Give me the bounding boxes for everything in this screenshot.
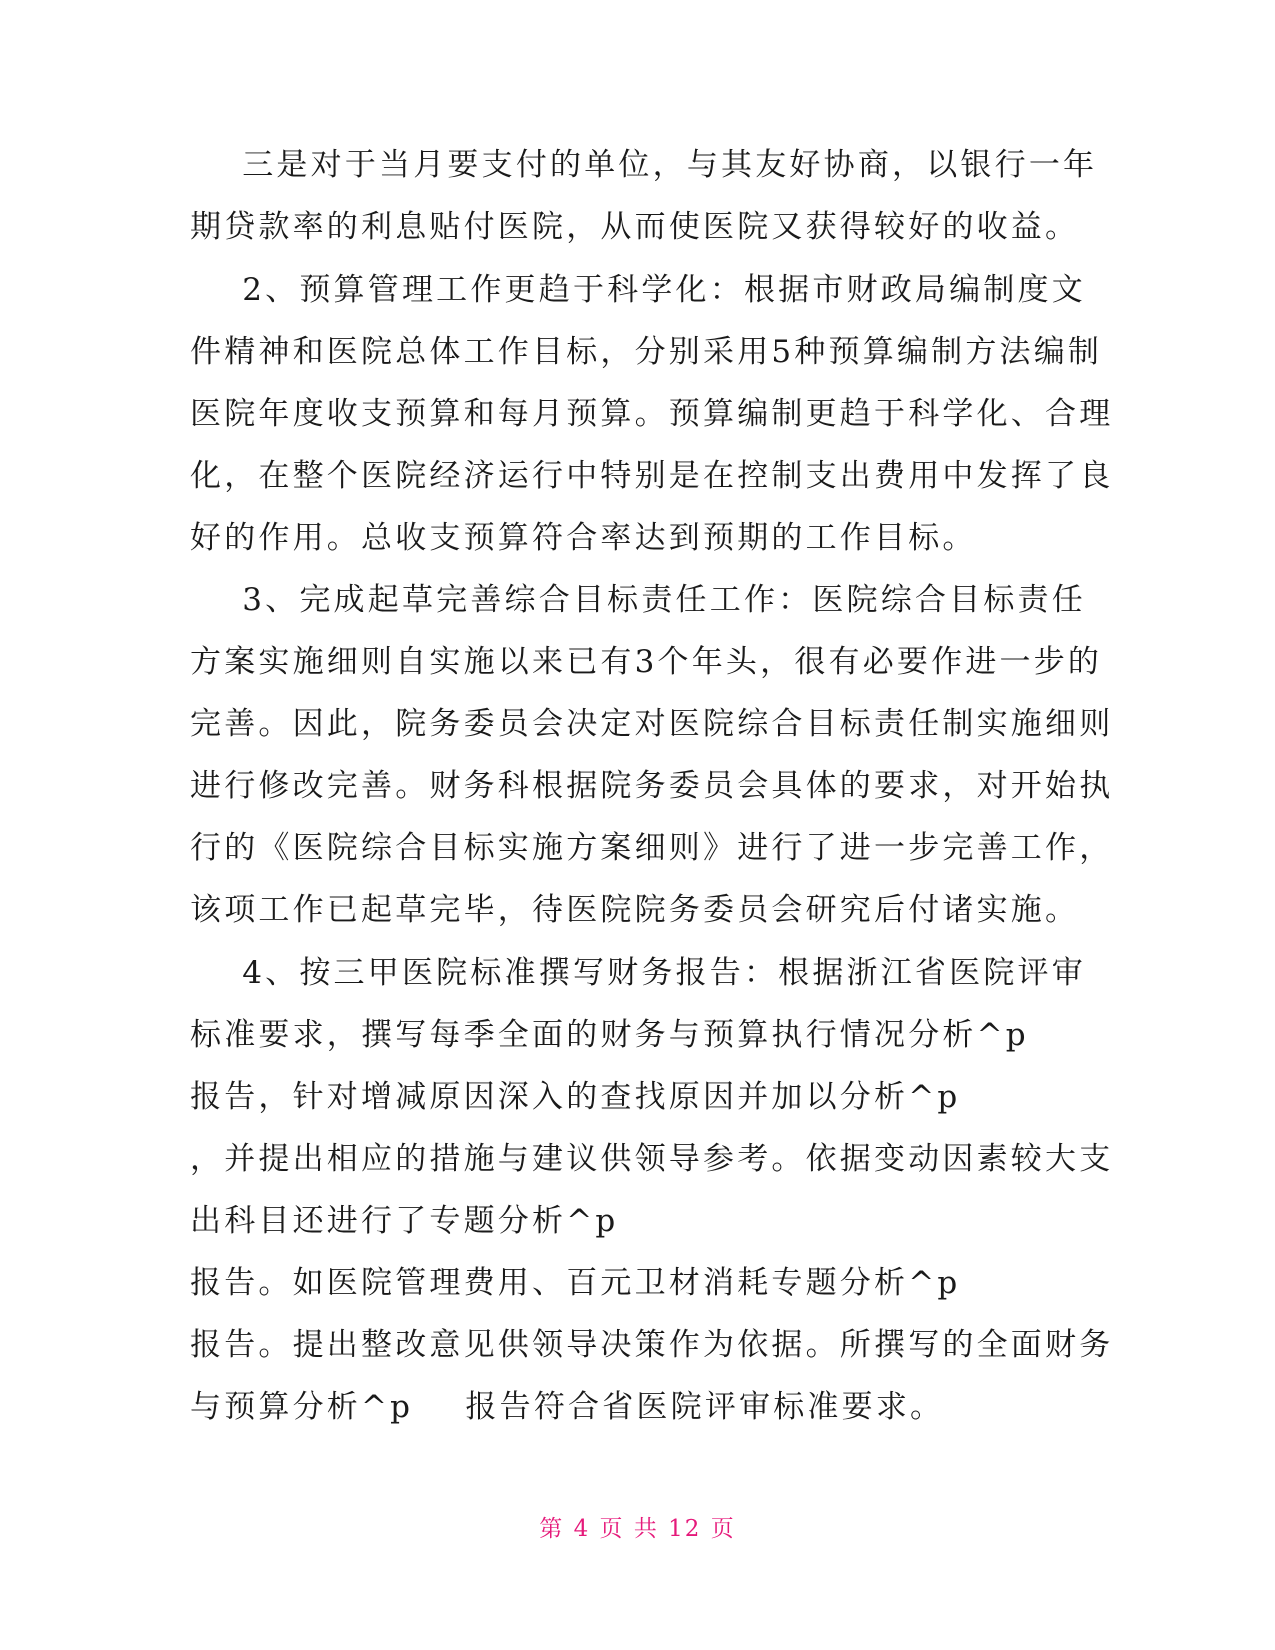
- text-line: 2、预算管理工作更趋于科学化：根据市财政局编制度文: [190, 272, 1086, 308]
- text-line: 进行修改完善。财务科根据院务委员会具体的要求，对开始执: [190, 768, 1114, 804]
- text-line: 化，在整个医院经济运行中特别是在控制支出费用中发挥了良: [190, 458, 1114, 494]
- text-line: 好的作用。总收支预算符合率达到预期的工作目标。: [190, 520, 977, 556]
- page-number-footer: 第 4 页 共 12 页: [539, 1516, 736, 1542]
- text-line: 医院年度收支预算和每月预算。预算编制更趋于科学化、合理: [190, 396, 1114, 432]
- text-line: 报告，针对增减原因深入的查找原因并加以分析^p: [190, 1079, 961, 1115]
- text-line: 出科目还进行了专题分析^p: [190, 1203, 619, 1239]
- text-line: 报告。如医院管理费用、百元卫材消耗专题分析^p: [190, 1265, 961, 1301]
- text-line: 该项工作已起草完毕，待医院院务委员会研究后付诸实施。: [190, 892, 1080, 928]
- text-line: 行的《医院综合目标实施方案细则》进行了进一步完善工作，: [190, 830, 1114, 866]
- text-line: 方案实施细则自实施以来已有3个年头，很有必要作进一步的: [190, 644, 1103, 680]
- text-line: 件精神和医院总体工作目标，分别采用5种预算编制方法编制: [190, 334, 1103, 370]
- text-line: ，并提出相应的措施与建议供领导参考。依据变动因素较大支: [190, 1141, 1114, 1177]
- text-line: 报告。提出整改意见供领导决策作为依据。所撰写的全面财务: [190, 1327, 1114, 1363]
- text-line: 期贷款率的利息贴付医院，从而使医院又获得较好的收益。: [190, 209, 1080, 245]
- text-line: 与预算分析^p 报告符合省医院评审标准要求。: [190, 1389, 945, 1425]
- text-line: 三是对于当月要支付的单位，与其友好协商，以银行一年: [190, 147, 1098, 183]
- text-line: 完善。因此，院务委员会决定对医院综合目标责任制实施细则: [190, 706, 1114, 742]
- text-line: 标准要求，撰写每季全面的财务与预算执行情况分析^p: [190, 1017, 1029, 1053]
- text-line: 3、完成起草完善综合目标责任工作：医院综合目标责任: [190, 582, 1086, 618]
- text-line: 4、按三甲医院标准撰写财务报告：根据浙江省医院评审: [190, 955, 1086, 991]
